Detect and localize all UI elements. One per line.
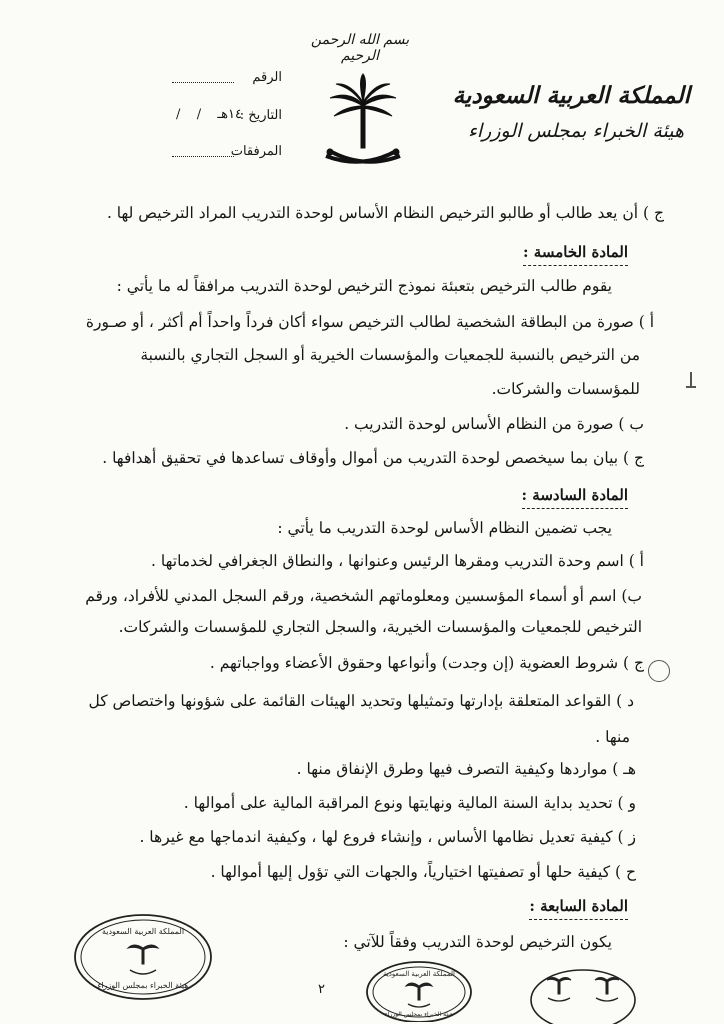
kingdom-title: المملكة العربية السعودية: [452, 82, 690, 109]
article-6-item-b-line1: ب) اسم أو أسماء المؤسسين ومعلوماتهم الشخصية، ورقم السجل المدني للأفراد، ورقم: [85, 587, 642, 605]
article-5-item-b: ب ) صورة من النظام الأساس لوحدة التدريب .: [344, 415, 644, 433]
article-6-heading: المادة السادسة :: [521, 486, 628, 504]
clause-c-top: ج ) أن يعد طالب أو طالبو الترخيص النظام الأساس لوحدة التدريب المراد الترخيص لها .: [106, 204, 664, 222]
article-5-intro: يقوم طالب الترخيص بتعبئة نموذج الترخيص لوحدة التدريب مرافقاً له ما يأتي :: [116, 277, 612, 295]
article-5-item-a-line1: أ ) صورة من البطاقة الشخصية لطالب الترخيص سواء أكان فرداً واحداً أم أكثر ، أو صـورة: [85, 313, 654, 331]
date-field: ١٤هـ / /: [176, 107, 242, 122]
article-5-heading: المادة الخامسة :: [523, 243, 628, 261]
article-6-item-d-line1: د ) القواعد المتعلقة بإدارتها وتمثيلها وتحديد الهيئات القائمة على شؤونها واختصاص كل: [88, 692, 634, 710]
article-6-item-c: ج ) شروط العضوية (إن وجدت) وأنواعها وحقوق الأعضاء وواجباتهم .: [209, 654, 644, 672]
seal-right-emblem-left-icon: [547, 978, 571, 1002]
article-6-intro: يجب تضمين النظام الأساس لوحدة التدريب ما يأتي :: [277, 519, 612, 537]
date-label: التاريخ :: [239, 108, 282, 123]
authority-title: هيئة الخبراء بمجلس الوزراء: [467, 120, 684, 142]
palm-swords-emblem-icon: [318, 72, 408, 177]
article-6-item-b-line2: الترخيص للجمعيات والمؤسسات الخيرية، والسجل التجاري للمؤسسات والشركات.: [118, 618, 642, 636]
page-number: ٢: [318, 982, 325, 997]
seal-left-emblem-icon: [128, 945, 158, 974]
article-5-item-a-line2: من الترخيص بالنسبة للجمعيات والمؤسسات الخيرية أو السجل التجاري بالنسبة: [140, 346, 640, 364]
article-6-item-h: هـ ) مواردها وكيفية التصرف فيها وطرق الإنفاق منها .: [296, 760, 636, 778]
attachments-field: المرفقات: [172, 144, 282, 159]
basmala: بسم الله الرحمن الرحيم: [310, 32, 410, 64]
seal-left-top-text: المملكة العربية السعودية: [101, 927, 185, 936]
official-seal-left: [72, 912, 214, 1002]
seal-right-emblem-right-icon: [595, 978, 619, 1002]
article-6-item-d-line2: منها .: [595, 728, 630, 746]
article-6-item-hh: ح ) كيفية حلها أو تصفيتها اختيارياً، والجهات التي تؤول إليها أموالها .: [210, 863, 636, 881]
seal-center-top-text: المملكة العربية السعودية: [383, 970, 455, 978]
article-7-heading: المادة السابعة :: [529, 897, 628, 915]
seal-left-bottom-text: هيئة الخبراء بمجلس الوزراء: [97, 981, 189, 990]
article-5-item-a-line3: للمؤسسات والشركات.: [491, 380, 640, 398]
official-seal-right: [528, 966, 638, 1024]
article-6-item-w: و ) تحديد بداية السنة المالية ونهايتها ونوع المراقبة المالية على أموالها .: [183, 794, 636, 812]
seal-center-emblem-icon: [406, 983, 432, 1007]
reference-number-field: الرقم: [172, 70, 282, 85]
article-6-item-a: أ ) اسم وحدة التدريب ومقرها الرئيس وعنوانها ، والنطاق الجغرافي لخدماتها .: [151, 552, 644, 570]
article-6-item-z: ز ) كيفية تعديل نظامها الأساس ، وإنشاء فروع لها ، وكيفية اندماجها مع غيرها .: [139, 828, 636, 846]
seal-center-bottom-text: هيئة الخبراء بمجلس الوزراء: [384, 1011, 454, 1018]
punch-hole-mark: [648, 660, 670, 682]
official-seal-center: [364, 958, 474, 1022]
scan-mark: [686, 386, 696, 388]
article-7-intro: يكون الترخيص لوحدة التدريب وفقاً للآتي :: [343, 933, 612, 951]
article-5-item-c: ج ) بيان بما سيخصص لوحدة التدريب من أموال وأوقاف تساعدها في تحقيق أهدافها .: [102, 449, 644, 467]
